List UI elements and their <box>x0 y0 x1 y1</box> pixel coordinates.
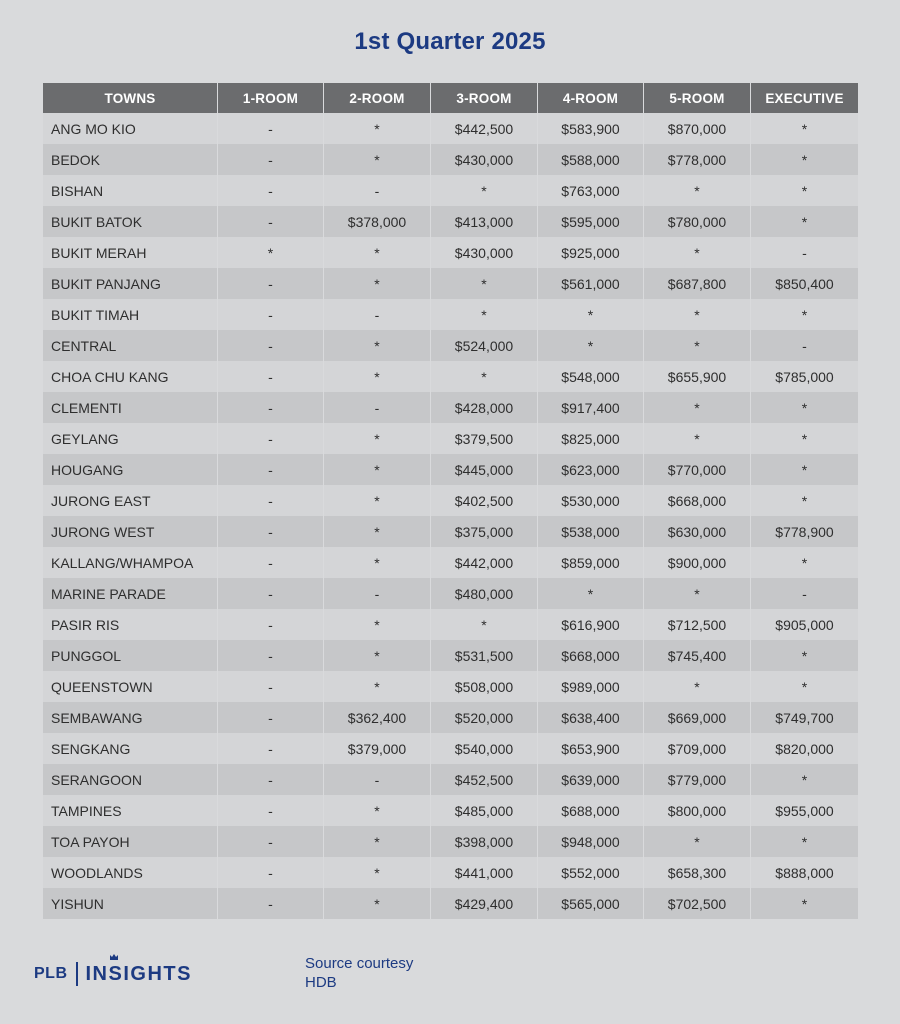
price-cell: - <box>218 857 324 888</box>
price-cell: - <box>218 795 324 826</box>
price-cell: * <box>324 826 431 857</box>
price-cell: $745,400 <box>644 640 751 671</box>
price-cell: $561,000 <box>538 268 644 299</box>
price-cell: - <box>218 113 324 144</box>
table-row <box>43 857 858 888</box>
town-name-cell: TOA PAYOH <box>43 826 218 857</box>
table-row <box>43 144 858 175</box>
page-title: 1st Quarter 2025 <box>354 28 546 55</box>
price-cell: * <box>431 609 538 640</box>
table-row <box>43 795 858 826</box>
source-credit <box>305 954 413 992</box>
price-cell: $820,000 <box>751 733 858 764</box>
price-cell: - <box>218 702 324 733</box>
logo-divider <box>76 962 78 986</box>
price-cell: * <box>431 361 538 392</box>
price-cell: $859,000 <box>538 547 644 578</box>
town-name-cell: CLEMENTI <box>43 392 218 423</box>
table-row <box>43 516 858 547</box>
table-body <box>43 113 858 919</box>
column-header-3-room: 3-ROOM <box>431 83 538 113</box>
price-cell: $441,000 <box>431 857 538 888</box>
price-cell: $778,900 <box>751 516 858 547</box>
column-header-1-room: 1-ROOM <box>218 83 324 113</box>
price-cell: - <box>324 175 431 206</box>
price-cell: $778,000 <box>644 144 751 175</box>
price-cell: - <box>218 423 324 454</box>
price-cell: $900,000 <box>644 547 751 578</box>
price-cell: $638,400 <box>538 702 644 733</box>
price-cell: $413,000 <box>431 206 538 237</box>
price-cell: - <box>218 330 324 361</box>
price-cell: $398,000 <box>431 826 538 857</box>
price-cell: * <box>751 206 858 237</box>
price-cell: $595,000 <box>538 206 644 237</box>
town-name-cell: WOODLANDS <box>43 857 218 888</box>
price-cell: * <box>324 237 431 268</box>
price-cell: $588,000 <box>538 144 644 175</box>
price-cell: * <box>751 888 858 919</box>
price-cell: - <box>218 547 324 578</box>
town-name-cell: PUNGGOL <box>43 640 218 671</box>
price-cell: $508,000 <box>431 671 538 702</box>
price-cell: $653,900 <box>538 733 644 764</box>
table-row <box>43 268 858 299</box>
price-cell: $480,000 <box>431 578 538 609</box>
price-cell: $429,400 <box>431 888 538 919</box>
logo-insights-text <box>86 963 192 986</box>
price-cell: $770,000 <box>644 454 751 485</box>
price-cell: $623,000 <box>538 454 644 485</box>
price-cell: $687,800 <box>644 268 751 299</box>
town-name-cell: QUEENSTOWN <box>43 671 218 702</box>
town-name-cell: CHOA CHU KANG <box>43 361 218 392</box>
town-name-cell: BUKIT MERAH <box>43 237 218 268</box>
price-cell: * <box>644 237 751 268</box>
price-cell: - <box>218 640 324 671</box>
table-row <box>43 361 858 392</box>
table-row <box>43 578 858 609</box>
price-cell: - <box>218 671 324 702</box>
price-cell: - <box>324 578 431 609</box>
price-cell: $524,000 <box>431 330 538 361</box>
town-name-cell: JURONG WEST <box>43 516 218 547</box>
table-row <box>43 330 858 361</box>
town-name-cell: MARINE PARADE <box>43 578 218 609</box>
price-cell: * <box>218 237 324 268</box>
price-cell: - <box>218 392 324 423</box>
table-row <box>43 113 858 144</box>
price-cell: $948,000 <box>538 826 644 857</box>
price-cell: * <box>751 175 858 206</box>
price-cell: $379,500 <box>431 423 538 454</box>
price-cell: - <box>218 764 324 795</box>
price-cell: * <box>751 113 858 144</box>
price-cell: * <box>644 671 751 702</box>
price-cell: - <box>218 206 324 237</box>
table-row <box>43 485 858 516</box>
price-cell: - <box>218 299 324 330</box>
crown-icon <box>110 954 118 960</box>
price-cell: $362,400 <box>324 702 431 733</box>
town-name-cell: ANG MO KIO <box>43 113 218 144</box>
price-cell: - <box>218 516 324 547</box>
price-cell: $850,400 <box>751 268 858 299</box>
price-cell: - <box>218 268 324 299</box>
price-cell: $630,000 <box>644 516 751 547</box>
town-name-cell: BEDOK <box>43 144 218 175</box>
table-row <box>43 423 858 454</box>
price-cell: $548,000 <box>538 361 644 392</box>
price-cell: $955,000 <box>751 795 858 826</box>
price-cell: * <box>324 113 431 144</box>
price-cell: * <box>751 671 858 702</box>
table-row <box>43 733 858 764</box>
price-cell: - <box>218 361 324 392</box>
price-cell: - <box>751 578 858 609</box>
price-cell: $655,900 <box>644 361 751 392</box>
price-cell: $905,000 <box>751 609 858 640</box>
price-cell: $538,000 <box>538 516 644 547</box>
price-cell: $917,400 <box>538 392 644 423</box>
price-cell: $540,000 <box>431 733 538 764</box>
price-cell: - <box>751 330 858 361</box>
price-cell: - <box>324 764 431 795</box>
table-row <box>43 826 858 857</box>
price-cell: $669,000 <box>644 702 751 733</box>
price-cell: * <box>324 516 431 547</box>
price-cell: * <box>324 330 431 361</box>
town-name-cell: BUKIT BATOK <box>43 206 218 237</box>
price-cell: $668,000 <box>538 640 644 671</box>
column-header-5-room: 5-ROOM <box>644 83 751 113</box>
price-cell: $442,000 <box>431 547 538 578</box>
source-line-2: HDB <box>305 974 337 991</box>
price-cell: $520,000 <box>431 702 538 733</box>
price-cell: * <box>324 144 431 175</box>
price-cell: $378,000 <box>324 206 431 237</box>
price-cell: $888,000 <box>751 857 858 888</box>
price-cell: * <box>644 299 751 330</box>
price-cell: * <box>324 795 431 826</box>
price-cell: - <box>218 485 324 516</box>
price-cell: * <box>324 888 431 919</box>
town-name-cell: CENTRAL <box>43 330 218 361</box>
price-cell: * <box>324 547 431 578</box>
price-cell: * <box>538 299 644 330</box>
price-cell: $428,000 <box>431 392 538 423</box>
price-cell: $749,700 <box>751 702 858 733</box>
table-row <box>43 454 858 485</box>
town-name-cell: BISHAN <box>43 175 218 206</box>
price-cell: * <box>324 454 431 485</box>
table-row <box>43 299 858 330</box>
table-row <box>43 175 858 206</box>
price-cell: $430,000 <box>431 237 538 268</box>
price-cell: $583,900 <box>538 113 644 144</box>
price-cell: * <box>324 609 431 640</box>
price-cell: * <box>751 485 858 516</box>
price-cell: $989,000 <box>538 671 644 702</box>
price-cell: $709,000 <box>644 733 751 764</box>
price-cell: $375,000 <box>431 516 538 547</box>
source-line-1: Source courtesy <box>305 955 414 972</box>
price-cell: * <box>324 640 431 671</box>
price-cell: - <box>218 454 324 485</box>
price-cell: $616,900 <box>538 609 644 640</box>
price-cell: * <box>644 826 751 857</box>
price-cell: * <box>751 826 858 857</box>
price-cell: - <box>751 237 858 268</box>
table-row <box>43 640 858 671</box>
table-row <box>43 888 858 919</box>
town-name-cell: BUKIT PANJANG <box>43 268 218 299</box>
price-cell: * <box>324 485 431 516</box>
price-cell: * <box>751 423 858 454</box>
price-cell: $925,000 <box>538 237 644 268</box>
price-cell: * <box>324 857 431 888</box>
column-header-2-room: 2-ROOM <box>324 83 431 113</box>
price-cell: * <box>324 361 431 392</box>
price-cell: * <box>538 330 644 361</box>
price-cell: * <box>324 423 431 454</box>
column-header-executive: EXECUTIVE <box>751 83 858 113</box>
town-name-cell: SEMBAWANG <box>43 702 218 733</box>
price-cell: $430,000 <box>431 144 538 175</box>
price-cell: - <box>218 888 324 919</box>
price-cell: * <box>431 268 538 299</box>
price-cell: $485,000 <box>431 795 538 826</box>
price-cell: - <box>218 826 324 857</box>
price-cell: $668,000 <box>644 485 751 516</box>
price-cell: * <box>324 268 431 299</box>
price-cell: $442,500 <box>431 113 538 144</box>
price-cell: * <box>751 392 858 423</box>
price-cell: - <box>218 144 324 175</box>
price-cell: $702,500 <box>644 888 751 919</box>
table-row <box>43 392 858 423</box>
price-cell: * <box>751 454 858 485</box>
logo-plb-text: PLB <box>34 965 68 982</box>
price-cell: $639,000 <box>538 764 644 795</box>
town-name-cell: HOUGANG <box>43 454 218 485</box>
price-cell: $531,500 <box>431 640 538 671</box>
price-cell: * <box>644 392 751 423</box>
price-cell: * <box>644 330 751 361</box>
price-cell: $800,000 <box>644 795 751 826</box>
price-cell: $785,000 <box>751 361 858 392</box>
town-name-cell: TAMPINES <box>43 795 218 826</box>
table-row <box>43 547 858 578</box>
town-name-cell: PASIR RIS <box>43 609 218 640</box>
table-row <box>43 237 858 268</box>
price-cell: $688,000 <box>538 795 644 826</box>
price-cell: * <box>431 299 538 330</box>
price-cell: * <box>751 640 858 671</box>
price-cell: $402,500 <box>431 485 538 516</box>
price-cell: $825,000 <box>538 423 644 454</box>
price-cell: $452,500 <box>431 764 538 795</box>
price-cell: * <box>751 299 858 330</box>
price-cell: * <box>324 671 431 702</box>
town-name-cell: BUKIT TIMAH <box>43 299 218 330</box>
price-cell: * <box>751 764 858 795</box>
price-cell: * <box>538 578 644 609</box>
price-cell: $763,000 <box>538 175 644 206</box>
table-header-row <box>43 83 858 113</box>
price-cell: * <box>644 175 751 206</box>
table-row <box>43 702 858 733</box>
price-cell: $870,000 <box>644 113 751 144</box>
town-name-cell: JURONG EAST <box>43 485 218 516</box>
price-cell: - <box>218 578 324 609</box>
price-cell: - <box>218 609 324 640</box>
price-cell: - <box>218 733 324 764</box>
column-header-4-room: 4-ROOM <box>538 83 644 113</box>
price-cell: $658,300 <box>644 857 751 888</box>
price-cell: $779,000 <box>644 764 751 795</box>
price-cell: $379,000 <box>324 733 431 764</box>
price-cell: $780,000 <box>644 206 751 237</box>
table-row <box>43 671 858 702</box>
price-cell: - <box>218 175 324 206</box>
town-name-cell: GEYLANG <box>43 423 218 454</box>
town-name-cell: SERANGOON <box>43 764 218 795</box>
plb-insights-logo <box>34 960 192 988</box>
logo-insights-label: INSIGHTS <box>85 962 192 985</box>
price-cell: $712,500 <box>644 609 751 640</box>
town-name-cell: SENGKANG <box>43 733 218 764</box>
town-name-cell: YISHUN <box>43 888 218 919</box>
town-name-cell: KALLANG/WHAMPOA <box>43 547 218 578</box>
resale-price-table <box>43 83 858 919</box>
table-row <box>43 764 858 795</box>
price-cell: * <box>644 578 751 609</box>
column-header-towns: TOWNS <box>43 83 218 113</box>
price-cell: * <box>431 175 538 206</box>
price-cell: $565,000 <box>538 888 644 919</box>
price-cell: $445,000 <box>431 454 538 485</box>
price-cell: $552,000 <box>538 857 644 888</box>
price-cell: $530,000 <box>538 485 644 516</box>
price-cell: - <box>324 392 431 423</box>
price-cell: * <box>751 144 858 175</box>
price-cell: * <box>644 423 751 454</box>
price-cell: * <box>751 547 858 578</box>
table-row <box>43 609 858 640</box>
price-cell: - <box>324 299 431 330</box>
table-row <box>43 206 858 237</box>
